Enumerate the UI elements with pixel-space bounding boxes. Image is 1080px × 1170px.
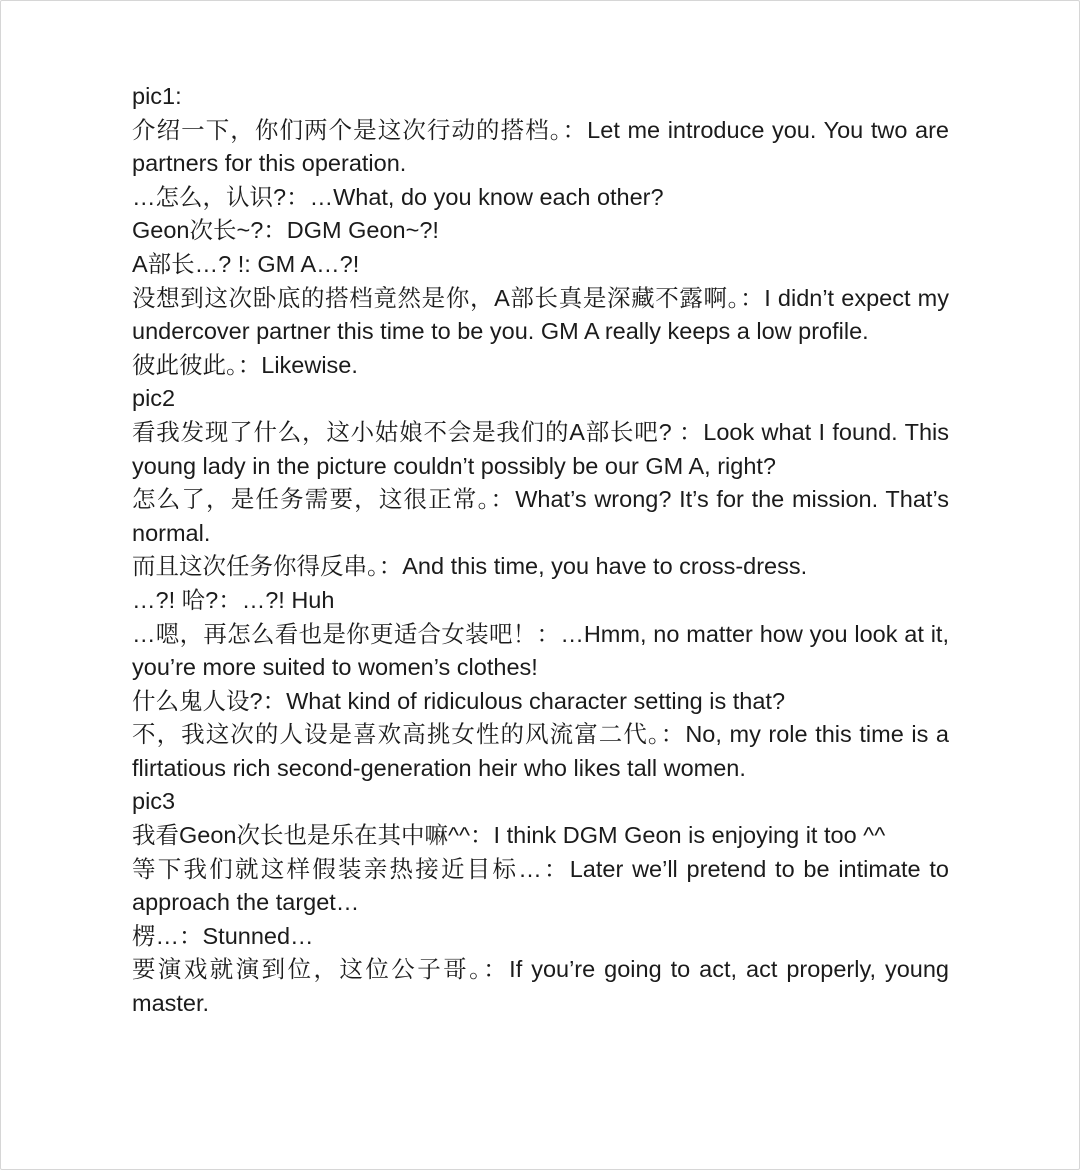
dialogue-line: 不，我这次的人设是喜欢高挑女性的风流富二代。：No, my role this time is a flirtatious rich second-generation heir who likes tall women. — [132, 721, 949, 781]
dialogue-line: 介绍一下，你们两个是这次行动的搭档。：Let me introduce you. You two are partners for this operation. — [132, 116, 949, 177]
dialogue-line: 看我发现了什么，这小姑娘不会是我们的A部长吧? ：Look what I found. This young lady in the picture couldn’t possibly be our GM A, right? — [132, 418, 949, 479]
dialogue-line: 要演戏就演到位，这位公子哥。：If you’re going to act, act properly, young master. — [132, 956, 949, 1017]
dialogue-line: …?! 哈?：…?! Huh — [132, 586, 335, 613]
dialogue-line: 等下我们就这样假装亲热接近目标…：Later we’ll pretend to be intimate to approach the target… — [132, 855, 949, 916]
dialogue-line: 我看Geon次长也是乐在其中嘛^^：I think DGM Geon is enjoying it too ^^ — [132, 822, 886, 849]
dialogue-line: 什么鬼人设?：What kind of ridiculous character setting is that? — [132, 687, 786, 714]
section-heading-pic2: pic2 — [132, 385, 176, 412]
dialogue-line: …怎么，认识?：…What, do you know each other? — [132, 183, 664, 210]
dialogue-line: A部长…? !: GM A…?! — [132, 250, 360, 277]
dialogue-line: 怎么了，是任务需要，这很正常。：What’s wrong? It’s for the mission. That’s normal. — [132, 486, 949, 546]
dialogue-line: …嗯，再怎么看也是你更适合女装吧！：…Hmm, no matter how you look at it, you’re more suited to women’s clothes! — [132, 620, 949, 681]
section-heading-pic3: pic3 — [132, 788, 176, 815]
section-heading-pic1: pic1: — [132, 83, 182, 109]
dialogue-line: 而且这次任务你得反串。：And this time, you have to cross-dress. — [132, 553, 808, 580]
dialogue-line: Geon次长~?：DGM Geon~?! — [132, 217, 439, 244]
dialogue-line: 彼此彼此。：Likewise. — [132, 351, 358, 378]
document-body — [132, 80, 949, 1021]
dialogue-line: 没想到这次卧底的搭档竟然是你，A部长真是深藏不露啊。：I didn’t expect my undercover partner this time to be you. GM A really keeps a low profile. — [132, 284, 949, 345]
dialogue-line: 楞…：Stunned… — [132, 922, 314, 949]
